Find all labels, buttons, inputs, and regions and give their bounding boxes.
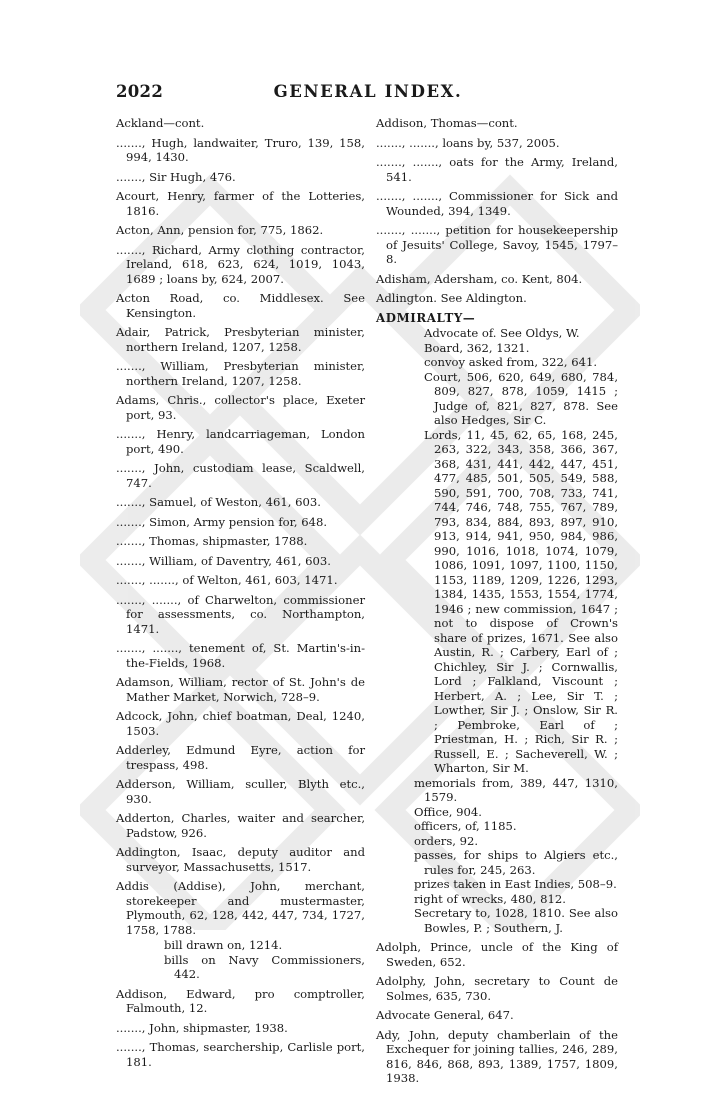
index-entry: memorials from, 389, 447, 1310, 1579. (414, 775, 618, 804)
index-entry: ......., ......., of Welton, 461, 603, 1471. (116, 573, 338, 587)
index-entry: orders, 92. (414, 833, 479, 848)
index-entry: Adolph, Prince, uncle of the King of Sweden, 652. (376, 940, 618, 969)
index-entry: Addison, Thomas—cont. (376, 116, 518, 130)
index-entry: Ady, John, deputy chamberlain of the Exchequer for joining tallies, 246, 289, 816, 846, 868, 893, 1389, 1757, 1809, 1938. (376, 1027, 618, 1085)
index-entry: officers, of, 1185. (414, 819, 517, 833)
index-entry: ......., John, shipmaster, 1938. (116, 1020, 288, 1035)
index-entry: Board, 362, 1321. (424, 340, 530, 355)
index-entry: bill drawn on, 1214. (164, 938, 283, 952)
index-entry: prizes taken in East Indies, 508–9. (414, 877, 617, 891)
index-entry: ......., Simon, Army pension for, 648. (116, 514, 328, 529)
index-entry: ......., Henry, landcarriageman, London port, 490. (116, 427, 365, 456)
index-entry: Acton, Ann, pension for, 775, 1862. (116, 223, 324, 237)
page-header (116, 82, 620, 106)
index-entry: Adderson, William, sculler, Blyth etc., 930. (116, 777, 365, 806)
index-entry: Adderton, Charles, waiter and searcher, Padstow, 926. (116, 811, 365, 840)
index-entry: Addison, Edward, pro comptroller, Falmouth, 12. (116, 986, 365, 1015)
index-entry: Adams, Chris., collector's place, Exeter port, 93. (116, 393, 365, 422)
index-entry: ......., ......., tenement of, St. Martin's-in-the-Fields, 1968. (116, 641, 365, 670)
index-entry: ......., ......., Commissioner for Sick and Wounded, 394, 1349. (376, 189, 618, 218)
index-entry: passes, for ships to Algiers etc., rules for, 245, 263. (414, 848, 618, 877)
index-entry: ......., ......., oats for the Army, Ireland, 541. (376, 155, 618, 184)
index-entry: ......., ......., petition for housekeepership of Jesuits' College, Savoy, 1545, 1797–8. (376, 223, 618, 266)
index-entry: Adair, Patrick, Presbyterian minister, northern Ireland, 1207, 1258. (116, 325, 365, 354)
index-entry: Adcock, John, chief boatman, Deal, 1240, 1503. (116, 709, 365, 738)
page-number: 2022 (116, 82, 164, 101)
index-entry: Advocate General, 647. (376, 1008, 514, 1022)
index-entry: ......., Thomas, searchership, Carlisle port, 181. (116, 1040, 365, 1069)
index-entry: Acourt, Henry, farmer of the Lotteries, 1816. (116, 189, 365, 218)
index-entry: ......., Richard, Army clothing contractor, Ireland, 618, 623, 624, 1019, 1043, 1689 ; loans by, 624, 2007. (116, 242, 365, 286)
index-entry: Addis (Addise), John, merchant, storekeeper and mustermaster, Plymouth, 62, 128, 442, 447, 734, 1727, 1758, 1788. (116, 879, 365, 937)
index-entry: right of wrecks, 480, 812. (414, 891, 566, 906)
index-entry: Addington, Isaac, deputy auditor and surveyor, Massachusetts, 1517. (116, 845, 365, 874)
index-entry: ......., William, Presbyterian minister, northern Ireland, 1207, 1258. (116, 359, 365, 388)
index-entry: ......., ......., of Charwelton, commissioner for assessments, co. Northampton, 1471. (116, 592, 365, 636)
index-entry: Secretary to, 1028, 1810. See also Bowles, P. ; Southern, J. (414, 906, 618, 935)
index-entry: Adamson, William, rector of St. John's de Mather Market, Norwich, 728–9. (116, 675, 365, 704)
right-column (376, 116, 618, 1091)
index-heading: ADMIRALTY— (376, 310, 476, 325)
index-entry: ......., Sir Hugh, 476. (116, 169, 236, 184)
index-entry: bills on Navy Commissioners, 442. (164, 952, 365, 981)
index-entry: Adolphy, John, secretary to Count de Solmes, 635, 730. (376, 974, 618, 1003)
index-entry: ......., Thomas, shipmaster, 1788. (116, 534, 308, 548)
index-entry: Advocate of. See Oldys, W. (424, 326, 580, 340)
index-entry: ......., Hugh, landwaiter, Truro, 139, 158, 994, 1430. (116, 135, 365, 164)
index-entry: Court, 506, 620, 649, 680, 784, 809, 827, 878, 1059, 1415 ; Judge of, 821, 827, 878. See also Hedges, Sir C. (424, 369, 618, 427)
index-entry: Adisham, Adersham, co. Kent, 804. (376, 271, 583, 286)
index-entry: Lords, 11, 45, 62, 65, 168, 245, 263, 322, 343, 358, 366, 367, 368, 431, 441, 442, 447, 451, 477, 485, 501, 505, 549, 588, 590, 591, 700, 708, 733, 741, 744, 746, 748, 755, 767, 789, 793, 834, 884, 893, 897, 910, 913, 914, 941, 950, 984, 986, 990, 1016, 1018, 1074, 1079, 1086, 1091, 1097, 1100, 1150, 1153, 1189, 1209, 1226, 1293, 1384, 1435, 1553, 1554, 1774, 1946 ; new commission, 1647 ; not to dispose of Crown's share of prizes, 1671. See also Austin, R. ; Carbery, Earl of ; Chichley, Sir J. ; Cornwallis, Lord ; Falkland, Viscount ; Herbert, A. ; Lee, Sir T. ; Lowther, Sir J. ; Onslow, Sir R. ; Pembroke, Earl of ; Priestman, H. ; Rich, Sir R. ; Russell, E. ; Sacheverell, W. ; Wharton, Sir M. (424, 427, 618, 775)
index-entry: convoy asked from, 322, 641. (424, 355, 598, 369)
index-entry: ......., ......., loans by, 537, 2005. (376, 135, 560, 150)
left-column (116, 116, 365, 1074)
index-entry: Adlington. See Aldington. (376, 291, 527, 305)
index-entry: ......., Samuel, of Weston, 461, 603. (116, 495, 321, 509)
index-entry: Acton Road, co. Middlesex. See Kensington. (116, 291, 365, 320)
index-entry: ......., William, of Daventry, 461, 603. (116, 553, 331, 568)
index-entry: ......., John, custodiam lease, Scaldwell, 747. (116, 461, 365, 490)
page-title: GENERAL INDEX. (273, 82, 463, 101)
index-entry: Ackland—cont. (116, 116, 205, 130)
index-entry: Adderley, Edmund Eyre, action for trespass, 498. (116, 743, 365, 772)
index-entry: Office, 904. (414, 804, 482, 819)
